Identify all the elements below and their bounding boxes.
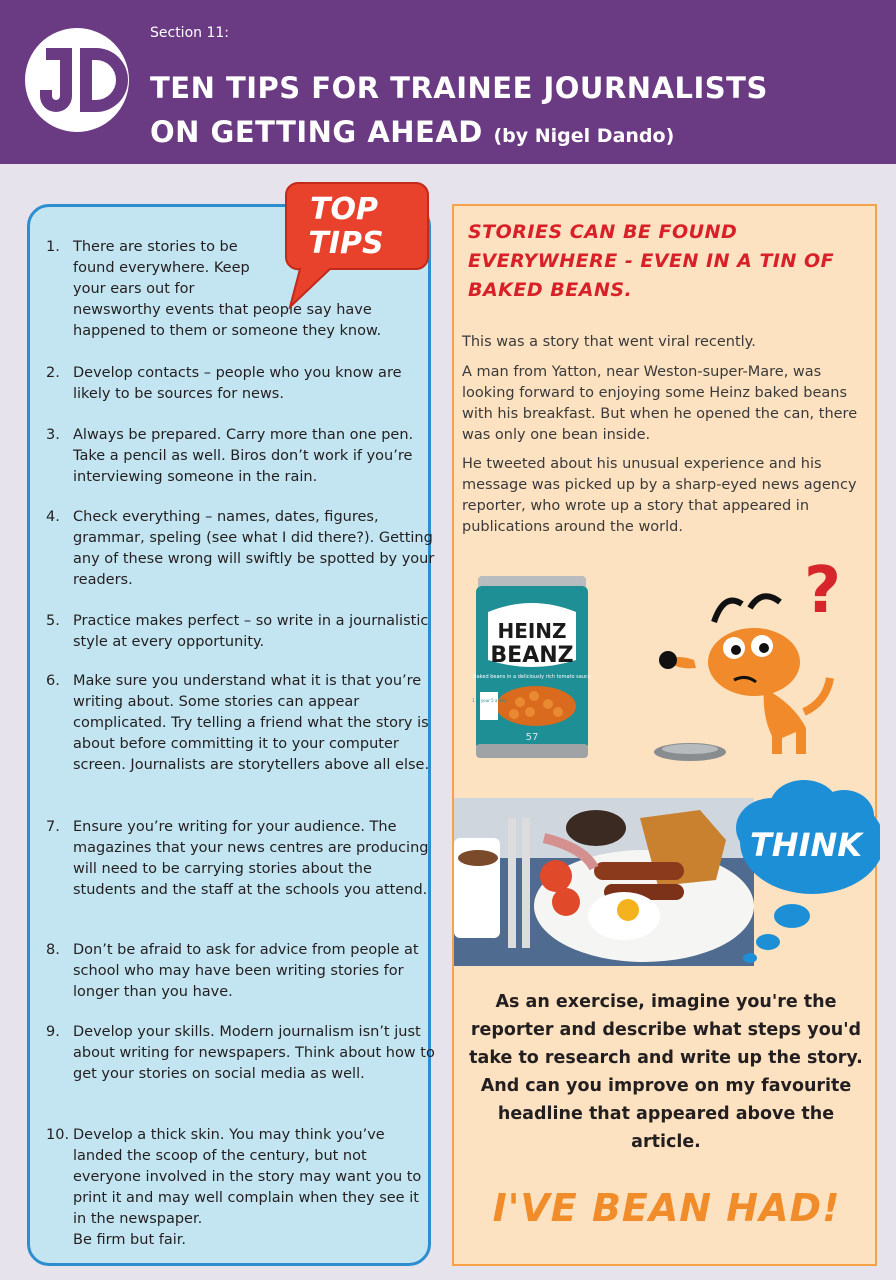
can-brand-line-1: HEINZ xyxy=(497,619,567,643)
question-mark-icon: ? xyxy=(804,554,842,628)
tip-number: 8. xyxy=(46,942,60,958)
page-header xyxy=(0,0,896,164)
top-tips-line-1: TOP xyxy=(310,192,378,227)
tip-text: Develop contacts – people who you know are likely to be sources for news. xyxy=(73,365,402,402)
tip-3 xyxy=(46,425,436,488)
tip-4 xyxy=(46,507,436,591)
tip-text: There are stories to be found everywhere. Keep your ears out for xyxy=(73,239,250,297)
tip-text-continued: Be firm but fair. xyxy=(73,1232,186,1248)
tip-5 xyxy=(46,611,436,653)
tip-number: 7. xyxy=(46,819,60,835)
tips-panel xyxy=(27,204,435,1266)
tip-number: 6. xyxy=(46,673,60,689)
title-line-2: ON GETTING AHEAD xyxy=(150,115,483,149)
story-paragraph-3: He tweeted about his unusual experience and his message was picked up by a sharp-eyed news agency reporter, who wrote up a story that appeared in publications around the world. xyxy=(462,456,857,535)
tip-number: 5. xyxy=(46,613,60,629)
story-paragraph-1: This was a story that went viral recently. xyxy=(462,334,756,350)
tip-text: Practice makes perfect – so write in a journalistic style at every opportunity. xyxy=(73,613,429,650)
top-tips-badge xyxy=(274,177,432,309)
can-badge: 1 of your 5 a day xyxy=(472,698,507,703)
tip-8 xyxy=(46,940,436,1003)
tip-number: 3. xyxy=(46,427,60,443)
can-number: 57 xyxy=(525,732,539,743)
tip-number: 10. xyxy=(46,1127,70,1143)
can-small-text: Baked beans in a deliciously rich tomato sauce xyxy=(473,674,591,680)
section-label: Section 11: xyxy=(150,25,229,41)
tip-text: Always be prepared. Carry more than one pen. Take a pencil as well. Biros don’t work if you’re interviewing someone in the rain. xyxy=(73,427,414,485)
tip-6 xyxy=(46,671,436,776)
story-paragraph-2: A man from Yatton, near Weston-super-Mare, was looking forward to enjoying some Heinz baked beans with his breakfast. But when he opened the can, there was only one bean inside. xyxy=(462,364,858,443)
top-tips-line-2: TIPS xyxy=(308,226,384,261)
tip-9 xyxy=(46,1022,436,1085)
tip-number: 9. xyxy=(46,1024,60,1040)
breakfast-photo xyxy=(454,798,754,966)
can-brand-line-2: BEANZ xyxy=(490,643,574,668)
page-title xyxy=(150,66,870,158)
think-label: THINK xyxy=(749,826,863,864)
story-heading: STORIES CAN BE FOUND EVERYWHERE - EVEN IN A TIN OF BAKED BEANS. xyxy=(468,221,835,301)
think-cloud xyxy=(732,776,880,966)
tip-text: Ensure you’re writing for your audience. The magazines that your news centres are producing will need to be carrying stories about the students and the staff at the schools you attend. xyxy=(73,819,429,898)
tip-2 xyxy=(46,363,436,405)
title-line-1: TEN TIPS FOR TRAINEE JOURNALISTS xyxy=(150,71,768,105)
tip-10 xyxy=(46,1125,436,1251)
jd-logo xyxy=(24,28,130,132)
beans-can-image xyxy=(472,572,592,762)
tip-7 xyxy=(46,817,436,901)
tip-number: 1. xyxy=(46,239,60,255)
puzzled-dog-illustration xyxy=(654,552,874,767)
exercise-prompt: As an exercise, imagine you're the reporter and describe what steps you'd take to research and write up the story. And can you improve on my favourite headline that appeared above the article. xyxy=(469,992,863,1152)
tip-text: Develop a thick skin. You may think you’ve landed the scoop of the century, but not everyone involved in the story may want you to print it and may well complain when they see it in the newspaper. xyxy=(73,1127,422,1227)
tip-text: Don’t be afraid to ask for advice from people at school who may have been writing stories for longer than you have. xyxy=(73,942,419,1000)
featured-headline: I'VE BEAN HAD! xyxy=(492,1186,841,1230)
byline: (by Nigel Dando) xyxy=(493,125,675,147)
tip-text: Make sure you understand what it is that you’re writing about. Some stories can appear complicated. Try telling a friend what the story is about before committing it to your computer screen. Journalists are storytellers above all else. xyxy=(73,673,430,773)
tip-text: Check everything – names, dates, figures, grammar, speling (see what I did there?). Getting any of these wrong will swiftly be spotted by your readers. xyxy=(73,509,435,588)
tip-number: 2. xyxy=(46,365,60,381)
tip-text-continued: newsworthy events that people say have happened to them or someone they know. xyxy=(73,302,382,339)
story-panel xyxy=(452,204,877,1266)
tip-number: 4. xyxy=(46,509,60,525)
tip-text: Develop your skills. Modern journalism isn’t just about writing for newspapers. Think about how to get your stories on social media as well. xyxy=(73,1024,435,1082)
